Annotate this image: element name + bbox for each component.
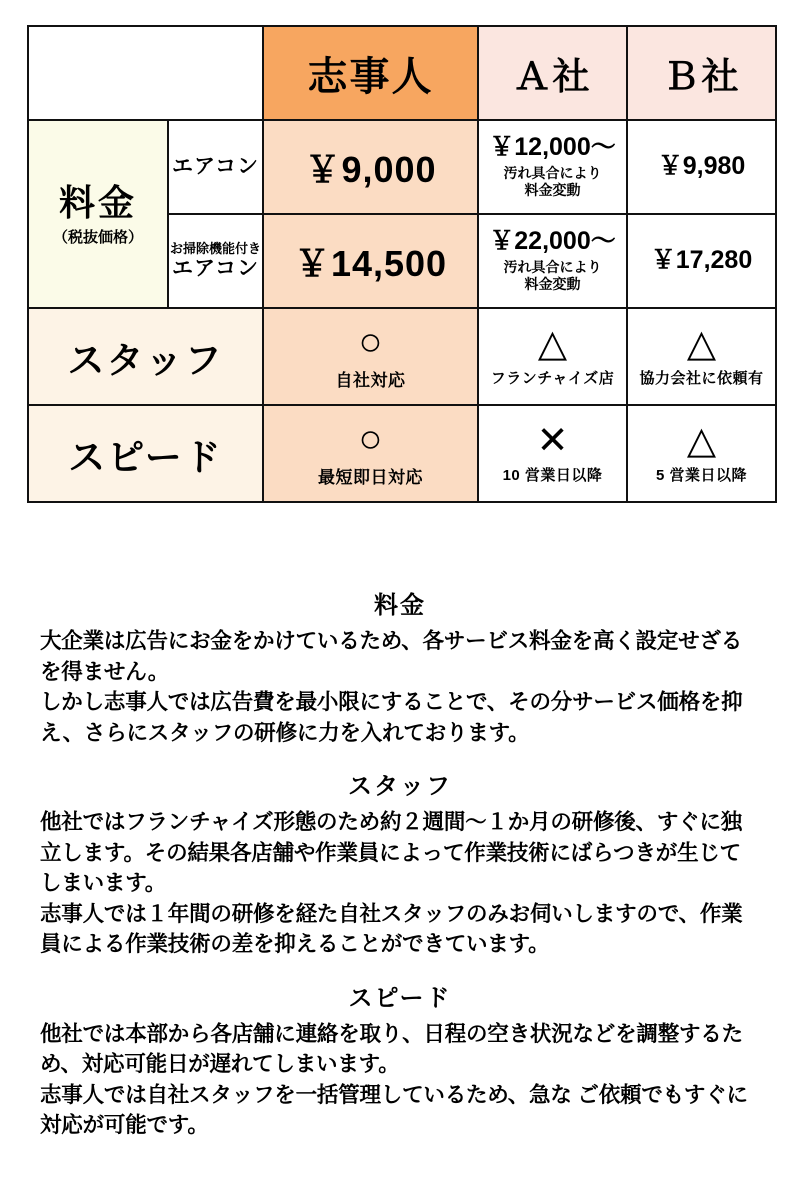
section-fee [0,585,800,748]
price-a-selfclean-value: ￥22,000〜 [489,227,616,256]
staff-b-note: 協力会社に依頼有 [639,370,764,387]
section-staff-title: スタッフ [348,773,452,801]
circle-icon: ○ [358,417,383,461]
speed-main-note: 最短即日対応 [318,468,423,487]
comparison-table-wrapper [27,25,775,503]
price-a-selfclean-note: 汚れ具合により 料金変動 [503,258,602,293]
speed-b-note: 5 営業日以降 [655,467,747,484]
staff-main-cell [263,308,478,405]
section-fee-body [0,626,800,748]
section-fee-title: 料金 [374,592,426,619]
fee-sublabel-selfclean [168,214,263,308]
price-a-aircon-value: ￥12,000〜 [489,133,616,162]
fee-group-label-text: 料金 [58,181,137,223]
fee-sublabel-aircon-text: エアコン [172,154,259,178]
section-speed-title: スピード [348,984,452,1012]
price-main-selfclean: ￥14,500 [263,214,478,308]
comparison-table [27,25,777,503]
price-a-selfclean [478,214,627,308]
row-label-staff: スタッフ [28,308,263,405]
price-b-selfclean-value: ￥17,280 [650,246,753,275]
header-company-a: Ａ社 [478,26,627,120]
price-main-aircon: ￥9,000 [263,120,478,214]
price-a-aircon-note: 汚れ具合により 料金変動 [503,164,602,199]
table-row-speed [28,405,776,502]
section-speed-paragraph-1: 他社では本部から各店舗に連絡を取り、日程の空き状況などを調整するため、対応可能日が遅れてしまいます。 [40,1021,743,1077]
header-company-b: Ｂ社 [627,26,776,120]
table-header-row [28,26,776,120]
section-fee-paragraph-2: しかし志事人では広告費を最小限にすることで、その分サービス価格を抑え、さらにスタッフの研修に力を入れております。 [40,690,743,745]
speed-main-cell [263,405,478,502]
section-staff-paragraph-1: 他社ではフランチャイズ形態のため約２週間〜１か月の研修後、すぐに独立します。その結果各店舗や作業員によって作業技術にばらつきが生じてしまいます。 [40,810,743,896]
row-label-speed: スピード [28,405,263,502]
price-a-aircon [478,120,627,214]
section-staff [0,766,800,960]
staff-b-cell [627,308,776,405]
fee-sublabel-selfclean-text: エアコン [172,256,259,280]
explanation-sections [0,585,800,1159]
triangle-icon: △ [537,323,568,365]
section-staff-body [0,807,800,960]
triangle-icon: △ [686,323,717,365]
price-b-aircon [627,120,776,214]
section-fee-paragraph-1: 大企業は広告にお金をかけているため、各サービス料金を高く設定せざるを得ません。 [40,629,743,684]
speed-b-cell [627,405,776,502]
price-b-selfclean [627,214,776,308]
triangle-icon: △ [686,420,717,462]
table-row-staff [28,308,776,405]
fee-sublabel-selfclean-small: お掃除機能付き [169,241,261,257]
section-speed-body [0,1019,800,1141]
section-speed-paragraph-2: 志事人では自社スタッフを一括管理しているため、急な ご依頼でもすぐに対応が可能です。 [40,1082,748,1138]
staff-a-note: フランチャイズ店 [490,370,615,387]
staff-main-note: 自社対応 [335,371,406,390]
header-blank-cell [28,26,263,120]
fee-sublabel-aircon [168,120,263,214]
circle-icon: ○ [358,320,383,364]
staff-a-cell [478,308,627,405]
section-staff-paragraph-2: 志事人では１年間の研修を経た自社スタッフのみお伺いしますので、作業員による作業技術の差を抑えることができています。 [40,901,743,957]
table-row-fee-standard [28,120,776,214]
price-b-aircon-value: ￥9,980 [657,152,746,181]
header-company-main: 志事人 [263,26,478,120]
fee-group-label [28,120,168,308]
speed-a-cell [478,405,627,502]
fee-group-label-sub: （税抜価格） [52,229,143,247]
section-speed [0,978,800,1141]
cross-icon: ✕ [536,420,569,462]
speed-a-note: 10 営業日以降 [502,467,603,484]
